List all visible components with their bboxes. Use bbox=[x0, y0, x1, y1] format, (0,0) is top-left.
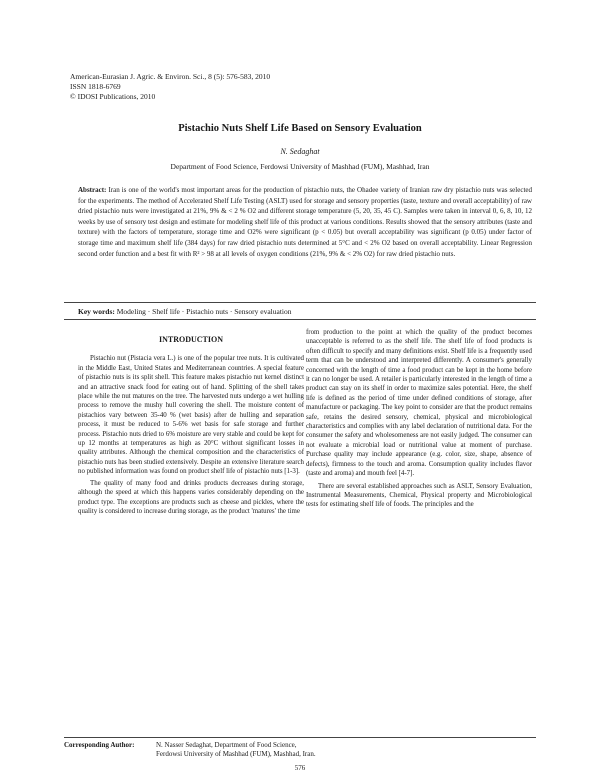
paragraph: There are several established approaches such as ASLT, Sensory Evaluation, Instrumental Measurements, Chemical, Physical property and Microbiological tests for estimating shelf life of foods. The principles and the bbox=[306, 482, 532, 509]
journal-header bbox=[70, 72, 270, 102]
divider-top bbox=[64, 302, 536, 303]
column-right bbox=[306, 328, 532, 510]
abstract bbox=[78, 185, 532, 259]
keywords-label: Key words: bbox=[78, 307, 115, 316]
author: N. Sedaghat bbox=[280, 147, 320, 156]
page-number: 576 bbox=[294, 764, 306, 772]
keywords bbox=[78, 307, 532, 316]
issn: ISSN 1818-6769 bbox=[70, 82, 121, 91]
paragraph: Pistachio nut (Pistacia vera L.) is one of the popular tree nuts. It is cultivated in the Middle East, United States and Mediterranean countries. A special feature of pistachio nuts is its split shell. This feature makes pistachio nut kernel distinct and an attractive snack food for eating out of hand. Splitting of the shell takes place while the nut matures on the tree. The harvested nuts undergo a wet hulling process to remove the mushy hull covering the shell. The moisture content of pistachios vary between 35-40 % (wet basis) after de hulling and separation process, it must be reduced to 5-6% wet basis for safe storage and further process. Pistachio nuts dried to 6% moisture are very stable and could be kept for up 12 months at temperatures as high as 20°C without significant losses in quality attributes. Although the chemical composition and the characteristics of pistachio nuts has been studied extensively. Despite an extensive literature search no published information was found on product shelf life of pistachio nuts [1-3]. bbox=[78, 355, 304, 476]
keywords-text: Modeling · Shelf life · Pistachio nuts · Sensory evaluation bbox=[116, 307, 292, 316]
paragraph: from production to the point at which the quality of the product becomes unacceptable is referred to as the shelf life. The shelf life of food products is often difficult to specify and many definitions exist. Shelf life is a frequently used term that can be understood and interpreted differently. A consumer's generally concerned with the length of time a food product can be kept in the home before it can no longer be used. A retailer is particularly interested in the length of time a product can stay on its shelf in order to maximize sales potential. Here, the shelf life is defined as the period of time under defined conditions of storage, after manufacture or packaging. The key point to consider are that the product remains safe, retains the desired sensory, chemical, physical and microbiological characteristics and complies with any label declaration of nutritional data. For the consumer the safety and wholesomeness are not easily judged. The consumer can not evaluate a microbial load or nutritional value at moment of purchase. Purchase quality may include appearance (e.g. color, size, shape, absence of defects), firmness to the touch and aroma. Consumption quality includes flavor (taste and aroma) and mouth feel [4-7]. bbox=[306, 329, 532, 478]
affiliation: Department of Food Science, Ferdowsi University of Mashhad (FUM), Mashhad, Iran bbox=[170, 162, 430, 171]
abstract-text: Iran is one of the world's most important areas for the production of pistachio nuts, the Ohadee variety of Iranian raw dry pistachio nuts was selected for the experiments. The method of Accelerated Shelf Life Testing (ASLT) used for storage and sensory properties (taste, texture and overall acceptability) of raw dried pistachio nuts were investigated at 21%, 9% & < 2 % O2 and different storage temperature (5, 20, 35, 45 C). Samples were taken in interval 0, 6, 8, 10, 12 weeks by use of sensory test design and estimate for modeling shelf life of this product at various conditions. Results showed that the sensory attributes (taste and texture) with the factors of temperature, storage time and O2% were significant (p < 0.05) but overall acceptability was significant (p 0.05) under factor of storage time and maximum shelf life (384 days) for raw dried pistachio nuts determined at 5°C and < 2% O2 based on overall acceptability. Linear Regression second order function and a best fit with R² > 98 at all levels of oxygen conditions (21%, 9% & < 2% O2) for raw dried pistachio nuts. bbox=[78, 186, 533, 258]
column-left bbox=[78, 328, 304, 516]
journal-citation: American-Eurasian J. Agric. & Environ. Sci., 8 (5): 576-583, 2010 bbox=[70, 72, 271, 81]
corresponding-line-1: N. Nasser Sedaghat, Department of Food Science, bbox=[156, 741, 297, 749]
divider-bottom bbox=[64, 319, 536, 320]
section-heading: INTRODUCTION bbox=[158, 335, 223, 344]
paragraph: The quality of many food and drinks products decreases during storage, although the speed at which this happens varies considerably depending on the product type. The exceptions are products such as cheese and pickles, where the quality is considered to increase during storage, as the product 'matures' the time bbox=[78, 479, 304, 515]
corresponding-line-2: Ferdowsi University of Mashhad (FUM), Mashhad, Iran. bbox=[156, 750, 316, 758]
corresponding-author bbox=[64, 741, 316, 759]
paper-title: Pistachio Nuts Shelf Life Based on Sensory Evaluation bbox=[178, 123, 422, 134]
abstract-label: Abstract: bbox=[78, 186, 107, 194]
copyright: © IDOSI Publications, 2010 bbox=[70, 92, 156, 101]
footer-divider bbox=[64, 737, 536, 738]
corresponding-label: Corresponding Author: bbox=[64, 741, 135, 749]
